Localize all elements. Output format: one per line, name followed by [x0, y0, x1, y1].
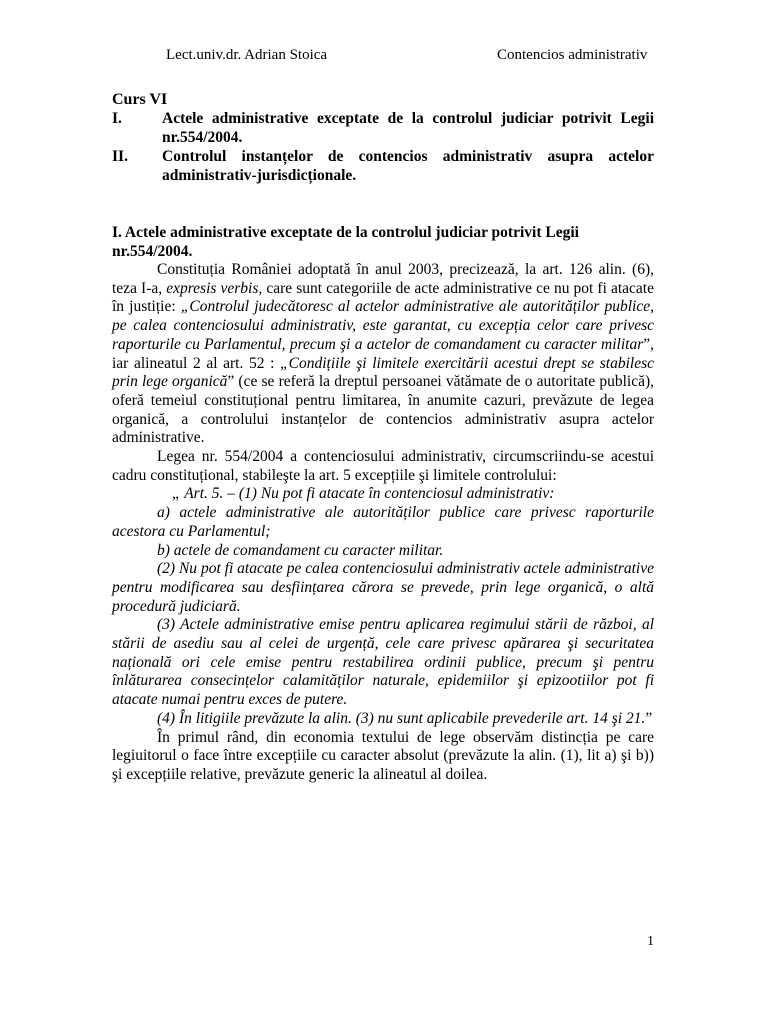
toc-number: II. [112, 148, 128, 165]
constitution-quote: „Controlul judecătoresc al actelor administrative ale autorităților publice, pe calea contenciosului administrativ, este garantat, cu excepția celor care privesc raporturile cu Parlamentul, precum şi a actelor de comandament cu caracter militar [112, 298, 654, 353]
document-body [112, 90, 654, 785]
text-run: ” (ce se referă la dreptul persoanei vătămate de o autoritate publică), oferă temeiul constituțional pentru limitarea, în anumite cazuri, prevăzute de legea organică, a controlului instanțelor de contencios administrativ asupra actelor administrative. [112, 373, 654, 447]
text-run: Constituția României adoptată în anul 2003, precizează, la art. 126 alin. (6), teza I-a, [112, 261, 654, 297]
article-quote: „Condițiile şi limitele exercitării acestui drept se stabilesc prin lege organică [112, 354, 654, 391]
toc-number: I. [112, 110, 122, 127]
quote-text: (4) În litigiile prevăzute la alin. (3) nu sunt aplicabile prevederile art. 14 şi 21. [157, 709, 646, 727]
quote-para-2: (2) Nu pot fi atacate pe calea contenciosului administrativ actele administrative pentru modificarea sau desființarea cărora se prevede, prin lege organică, o altă procedură judiciară. [112, 560, 654, 615]
text-run: ”, iar alineatul 2 al art. 52 : [112, 335, 654, 372]
toc-text: Actele administrative exceptate de la controlul judiciar potrivit Legii nr.554/2004. [162, 110, 654, 146]
section-heading: I. Actele administrative exceptate de la controlul judiciar potrivit Legii nr.554/2004. [112, 224, 579, 260]
quote-point-a: a) actele administrative ale autorităților publice care privesc raporturile acestora cu Parlamentul; [112, 504, 654, 540]
quote-para-4 [112, 710, 654, 729]
toc-text: Controlul instanțelor de contencios administrativ asupra actelor administrativ-jurisdicționale. [162, 148, 654, 184]
table-of-contents [112, 109, 654, 185]
paragraph-distinction: În primul rând, din economia textului de lege observăm distincția pe care legiuitorul o face între excepțiile cu caracter absolut (prevăzute la alin. (1), lit a) şi b)) şi excepțiile relative, prevăzute generic la alineatul al doilea. [112, 728, 654, 783]
toc-item [112, 109, 654, 147]
page-number: 1 [647, 934, 654, 949]
course-title: Curs VI [112, 91, 168, 108]
header-subject: Contencios administrativ [497, 47, 648, 63]
toc-item [112, 147, 654, 185]
paragraph-constitution [112, 261, 654, 448]
quote-art5-heading: „ Art. 5. – (1) Nu pot fi atacate în contenciosul administrativ: [172, 485, 555, 503]
quote-para-3: (3) Actele administrative emise pentru aplicarea regimului stării de război, al stării de asediu sau al celei de urgență, cele care privesc apărarea şi securitatea națională ori cele emise pentru restabilirea ordinii publice, precum şi pentru înlăturarea consecințelor calamităților naturale, epidemiilor şi epizootiilor pot fi atacate numai pentru exces de putere. [112, 616, 654, 709]
header-author: Lect.univ.dr. Adrian Stoica [166, 47, 328, 63]
paragraph-law: Legea nr. 554/2004 a contenciosului administrativ, circumscriindu-se acestui cadru constituțional, stabileşte la art. 5 excepțiile şi limitele controlului: [112, 448, 654, 484]
quote-point-b: b) actele de comandament cu caracter militar. [157, 541, 444, 559]
text-run: , care sunt categoriile de acte administrative ce nu pot fi atacate în justiție: [112, 279, 654, 316]
latin-phrase: expresis verbis [166, 279, 259, 297]
quote-close: ” [645, 709, 653, 727]
